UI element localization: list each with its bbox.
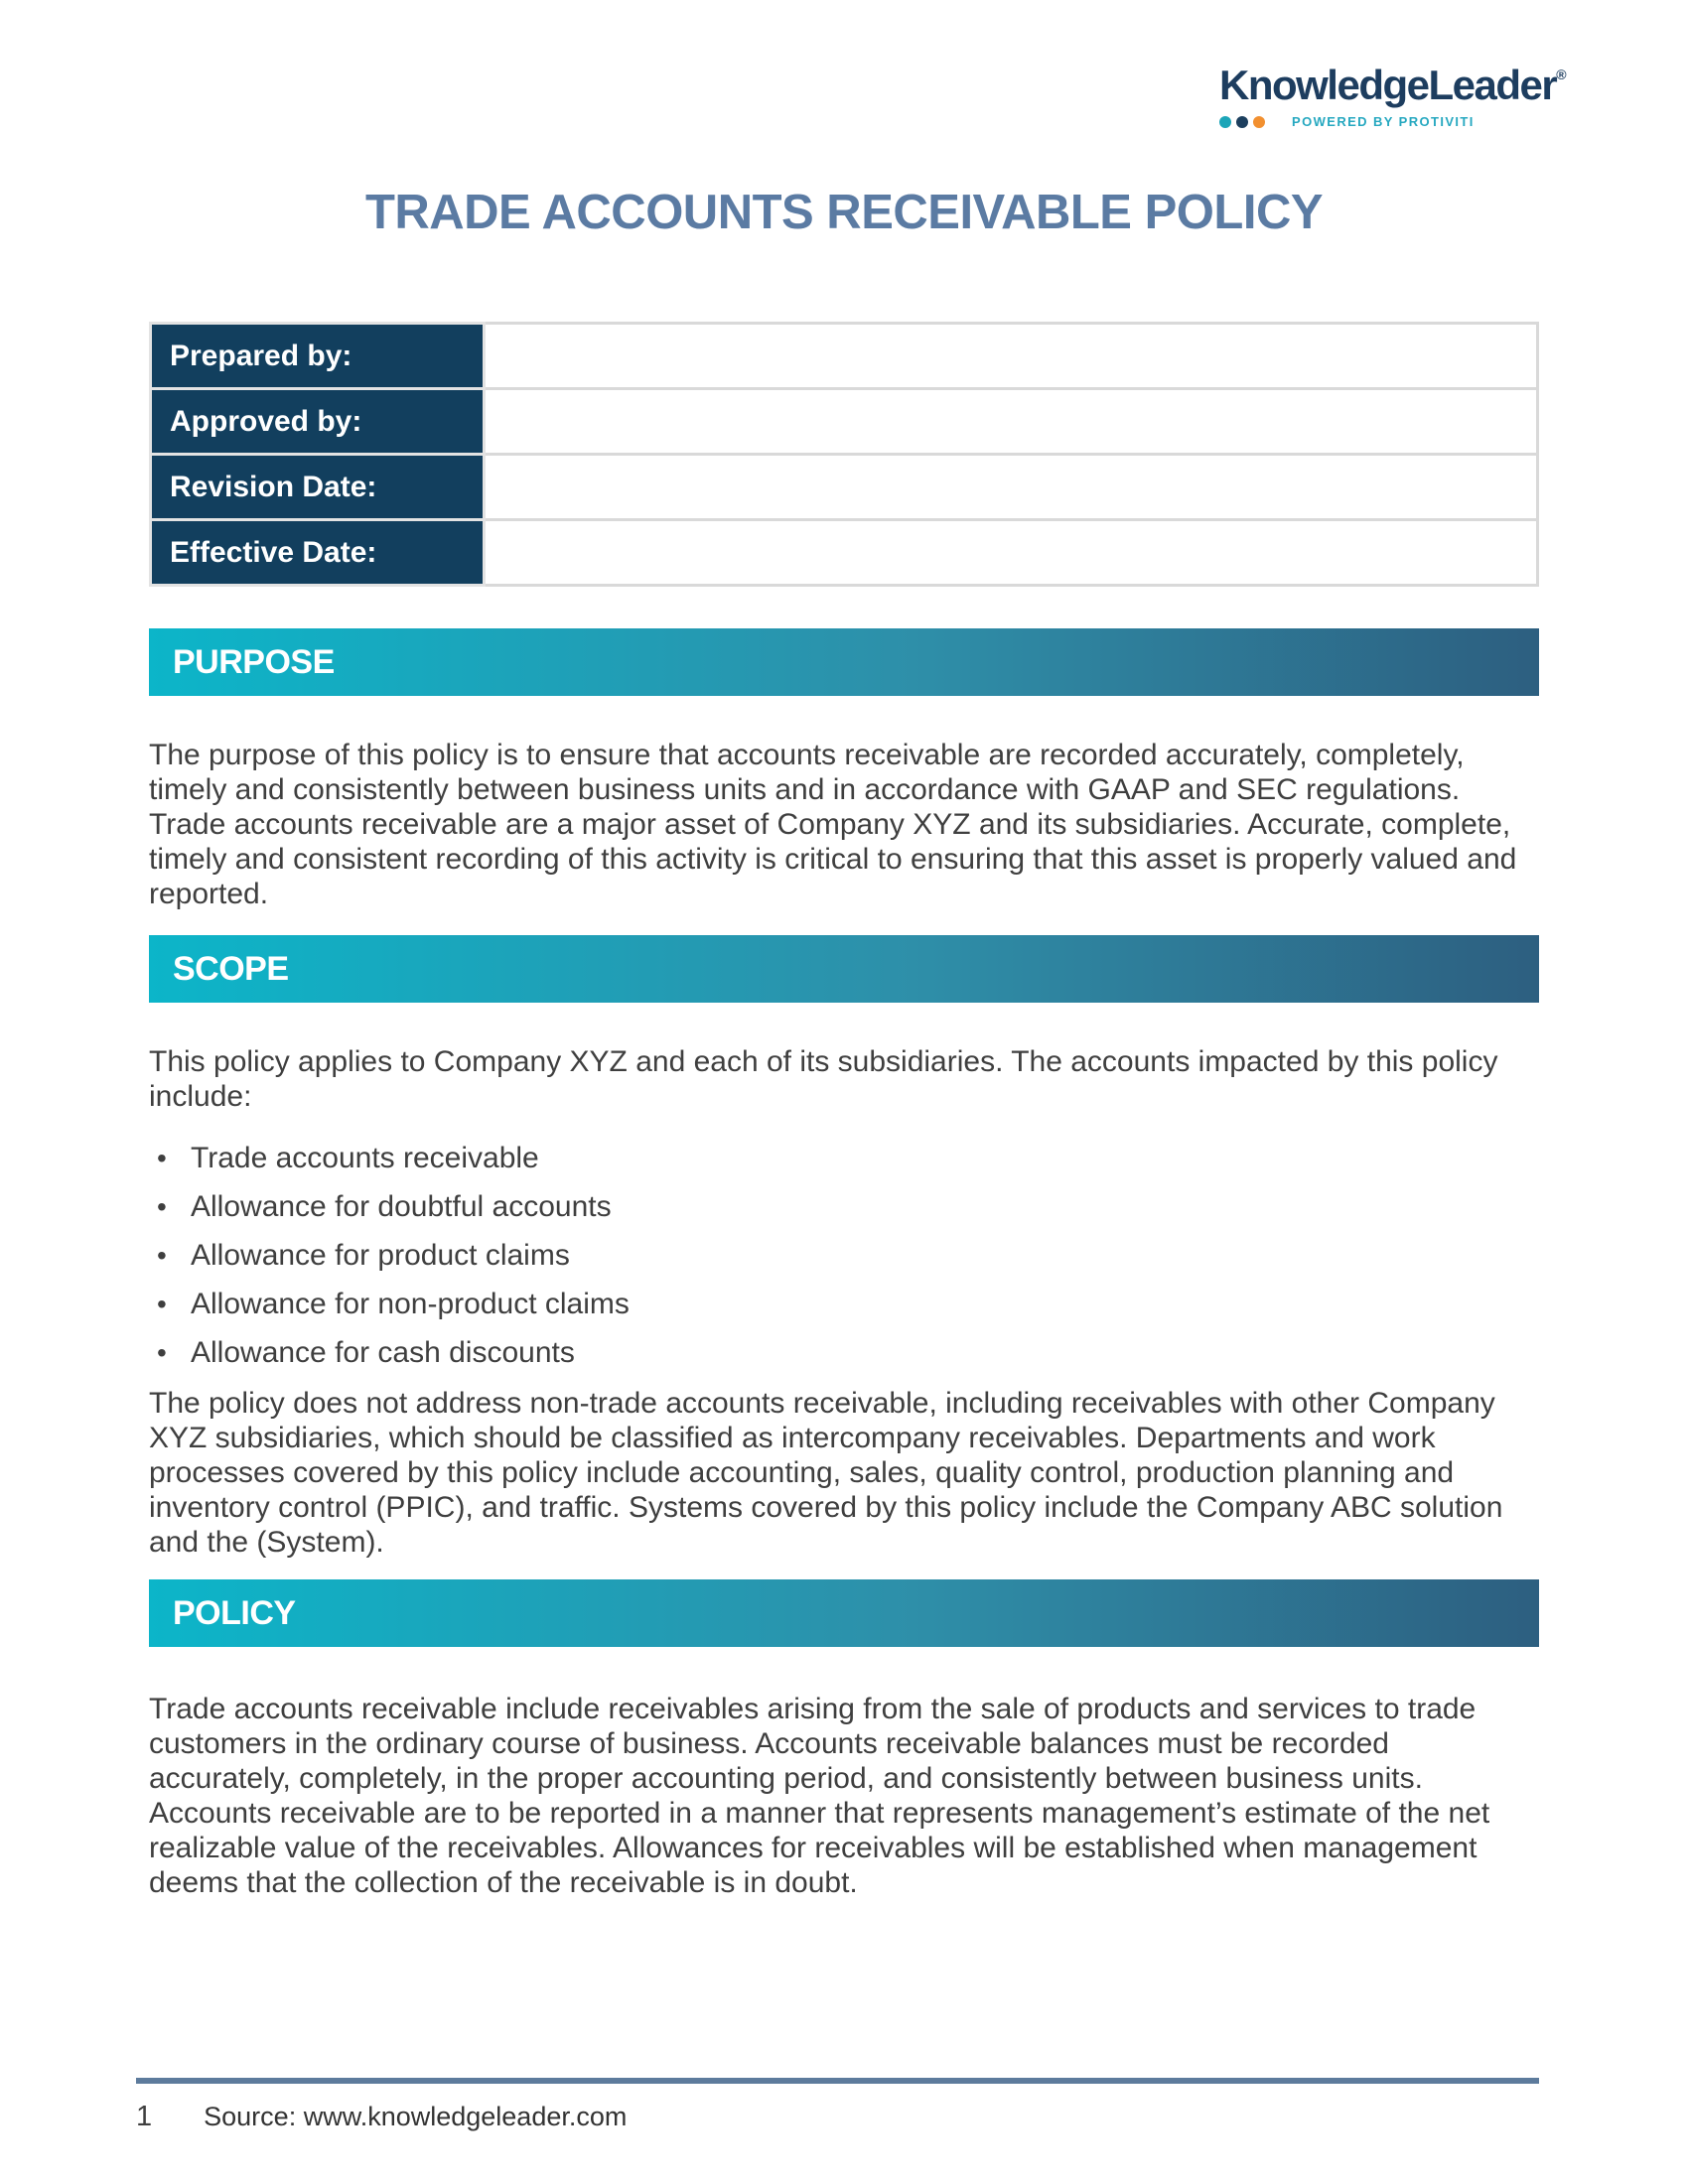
prepared-by-value-field[interactable]: [485, 324, 1538, 389]
list-item-text: Allowance for doubtful accounts: [191, 1190, 612, 1223]
revision-date-label: Revision Date:: [151, 455, 485, 520]
list-item: [149, 1141, 1539, 1175]
footer-text-row: [136, 2101, 1539, 2133]
list-item-text: Trade accounts receivable: [191, 1142, 539, 1174]
revision-date-value-field[interactable]: [485, 455, 1538, 520]
logo-tagline: POWERED BY PROTIVITI: [1292, 114, 1475, 129]
scope-outro-paragraph: The policy does not address non-trade accounts receivable, including receivables with other Company XYZ subsidiaries, which should be classified as intercompany receivables. Departments and work processes covered by this policy include accounting, sales, quality control, production planning and inventory control (PPIC), and traffic. Systems covered by this policy include the Company ABC solution and the (System).: [149, 1387, 1503, 1559]
purpose-paragraph: The purpose of this policy is to ensure that accounts receivable are recorded accurately, completely, timely and consistently between business units and in accordance with GAAP and SEC regulations. Trade accounts receivable are a major asset of Company XYZ and its subsidiaries. Accurate, complete, timely and consistent recording of this activity is critical to ensuring that this asset is properly valued and reported.: [149, 739, 1517, 910]
scope-section-header: SCOPE: [149, 935, 1539, 1003]
policy-section-header: POLICY: [149, 1579, 1539, 1647]
registered-trademark-icon: ®: [1556, 67, 1567, 82]
purpose-section-header: PURPOSE: [149, 628, 1539, 696]
knowledgeleader-logo: [1219, 52, 1567, 129]
bullet-icon: •: [157, 1240, 167, 1271]
table-row: [151, 324, 1538, 389]
logo-subline: [1219, 114, 1547, 129]
footer-divider: [136, 2078, 1539, 2084]
scope-bullet-list: [149, 1141, 1539, 1370]
effective-date-value-field[interactable]: [485, 520, 1538, 586]
list-item: [149, 1189, 1539, 1224]
table-row: [151, 520, 1538, 586]
navy-dot-icon: [1236, 116, 1248, 128]
prepared-by-label: Prepared by:: [151, 324, 485, 389]
logo-brand-name: KnowledgeLeader: [1219, 62, 1557, 108]
bullet-icon: •: [157, 1191, 167, 1222]
list-item: [149, 1335, 1539, 1370]
page-footer: [136, 2078, 1539, 2133]
table-row: [151, 455, 1538, 520]
effective-date-label: Effective Date:: [151, 520, 485, 586]
bullet-icon: •: [157, 1143, 167, 1173]
logo-brand-text: [1219, 52, 1567, 108]
list-item: [149, 1287, 1539, 1321]
bullet-icon: •: [157, 1337, 167, 1368]
list-item: [149, 1238, 1539, 1273]
page-title: TRADE ACCOUNTS RECEIVABLE POLICY: [364, 186, 1324, 239]
scope-intro-paragraph: This policy applies to Company XYZ and each of its subsidiaries. The accounts impacted by this policy include:: [149, 1045, 1498, 1113]
page-number: 1: [136, 2101, 153, 2132]
source-text: Source: www.knowledgeleader.com: [204, 2102, 628, 2131]
approved-by-label: Approved by:: [151, 389, 485, 455]
teal-dot-icon: [1219, 116, 1231, 128]
list-item-text: Allowance for product claims: [191, 1239, 570, 1272]
orange-dot-icon: [1253, 116, 1265, 128]
list-item-text: Allowance for cash discounts: [191, 1336, 575, 1369]
list-item-text: Allowance for non-product claims: [191, 1288, 630, 1320]
approved-by-value-field[interactable]: [485, 389, 1538, 455]
bullet-icon: •: [157, 1289, 167, 1319]
policy-paragraph: Trade accounts receivable include receivables arising from the sale of products and services to trade customers in the ordinary course of business. Accounts receivable balances must be recorded accurately, completely, in the proper accounting period, and consistently between business units. Accounts receivable are to be reported in a manner that represents management’s estimate of the net realizable value of the receivables. Allowances for receivables will be established when management deems that the collection of the receivable is in doubt.: [149, 1693, 1490, 1899]
document-info-table: [149, 322, 1539, 587]
table-row: [151, 389, 1538, 455]
